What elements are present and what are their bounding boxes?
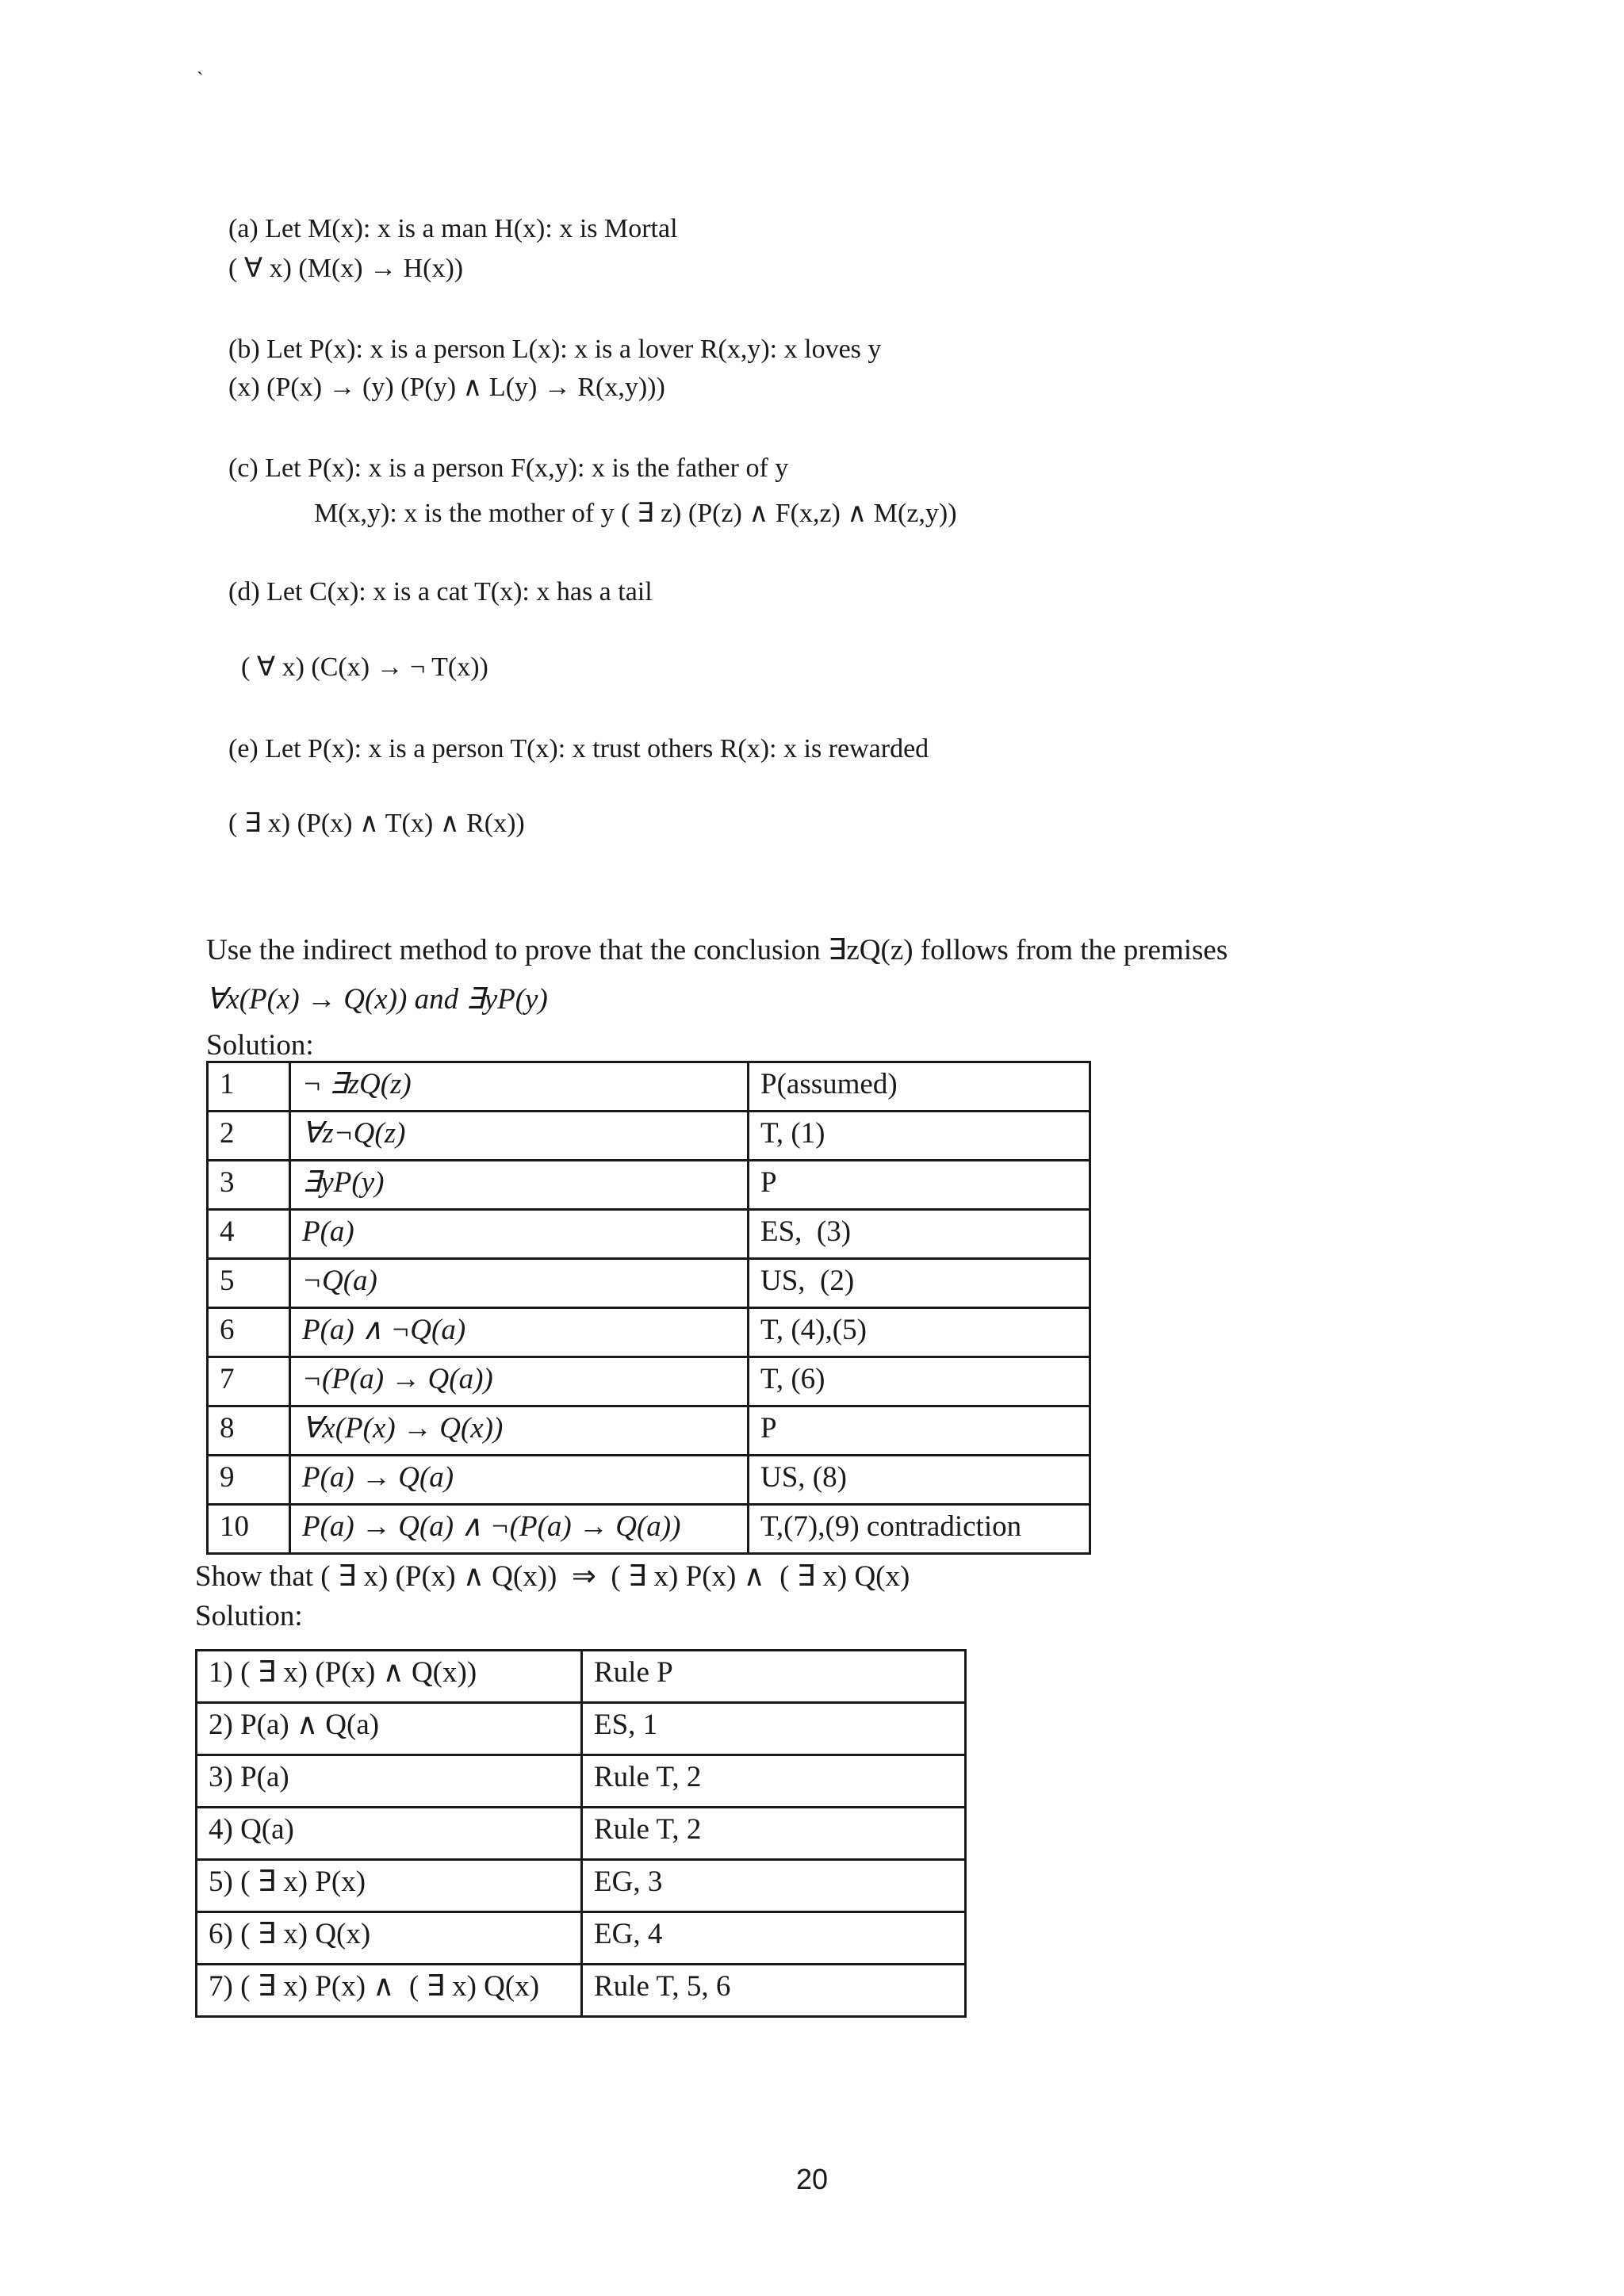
table-row [208,1161,1090,1210]
step-reason: T,(7),(9) contradiction [749,1505,1090,1554]
part-d-label: (d) Let C(x): x is a cat T(x): x has a tail [228,577,653,607]
step-number: 6 [208,1308,290,1357]
part-a-formula: ( ∀ x) (M(x) → H(x)) [228,254,464,283]
table-row [208,1308,1090,1357]
step-reason: US, (2) [749,1259,1090,1308]
step-formula: 7) ( ∃ x) P(x) ∧ ( ∃ x) Q(x) [197,1965,582,2017]
table-row [208,1505,1090,1554]
step-formula: 2) P(a) ∧ Q(a) [197,1703,582,1755]
part-e-label: (e) Let P(x): x is a person T(x): x trust others R(x): x is rewarded [228,734,929,763]
problem1-statement-line2: ∀x(P(x) → Q(x)) and ∃yP(y) [206,983,548,1016]
step-formula: 3) P(a) [197,1755,582,1808]
table-row [208,1112,1090,1161]
table-row [197,1912,966,1965]
step-reason: ES, (3) [749,1210,1090,1259]
table-row [208,1062,1090,1112]
step-formula: P(a) → Q(a) [290,1456,749,1505]
step-reason: Rule T, 2 [582,1808,966,1860]
step-formula: P(a) → Q(a) ∧ ¬(P(a) → Q(a)) [290,1505,749,1554]
step-formula: 5) ( ∃ x) P(x) [197,1860,582,1912]
step-reason: Rule P [582,1651,966,1703]
table-row [197,1860,966,1912]
step-number: 2 [208,1112,290,1161]
table-row [197,1808,966,1860]
step-reason: Rule T, 5, 6 [582,1965,966,2017]
part-c-formula: M(x,y): x is the mother of y ( ∃ z) (P(z) ∧ F(x,z) ∧ M(z,y)) [314,499,957,528]
table-row [197,1755,966,1808]
part-d-formula: ( ∀ x) (C(x) → ¬ T(x)) [241,652,488,682]
step-formula: ¬(P(a) → Q(a)) [290,1357,749,1406]
step-formula: 4) Q(a) [197,1808,582,1860]
step-formula: 6) ( ∃ x) Q(x) [197,1912,582,1965]
step-formula: ∀z¬Q(z) [290,1112,749,1161]
table-row [197,1965,966,2017]
part-a-label: (a) Let M(x): x is a man H(x): x is Mortal [228,214,678,243]
step-reason: P [749,1406,1090,1456]
part-b-formula: (x) (P(x) → (y) (P(y) ∧ L(y) → R(x,y))) [228,373,665,402]
step-formula: ∀x(P(x) → Q(x)) [290,1406,749,1456]
table-row [208,1406,1090,1456]
step-reason: T, (4),(5) [749,1308,1090,1357]
indirect-proof-table [206,1061,1091,1555]
table-row [208,1357,1090,1406]
step-reason: Rule T, 2 [582,1755,966,1808]
problem1-statement-line1: Use the indirect method to prove that the conclusion ∃zQ(z) follows from the premises [206,934,1228,966]
step-number: 5 [208,1259,290,1308]
problem1-solution-label: Solution: [206,1029,314,1062]
step-number: 8 [208,1406,290,1456]
table-row [208,1456,1090,1505]
table-row [208,1210,1090,1259]
part-e-formula: ( ∃ x) (P(x) ∧ T(x) ∧ R(x)) [228,809,525,838]
step-reason: T, (1) [749,1112,1090,1161]
step-reason: P(assumed) [749,1062,1090,1112]
step-number: 9 [208,1456,290,1505]
derivation-table [195,1649,967,2018]
step-formula: P(a) [290,1210,749,1259]
step-formula: ¬Q(a) [290,1259,749,1308]
problem2-statement: Show that ( ∃ x) (P(x) ∧ Q(x)) ⇒ ( ∃ x) P(x) ∧ ( ∃ x) Q(x) [195,1560,910,1593]
stray-mark: ` [197,68,204,91]
step-reason: EG, 3 [582,1860,966,1912]
step-number: 7 [208,1357,290,1406]
table-row [208,1259,1090,1308]
step-formula: P(a) ∧ ¬Q(a) [290,1308,749,1357]
step-number: 10 [208,1505,290,1554]
step-reason: P [749,1161,1090,1210]
step-number: 3 [208,1161,290,1210]
step-number: 4 [208,1210,290,1259]
table-row [197,1703,966,1755]
step-number: 1 [208,1062,290,1112]
part-c-label: (c) Let P(x): x is a person F(x,y): x is the father of y [228,453,789,483]
step-reason: US, (8) [749,1456,1090,1505]
problem2-solution-label: Solution: [195,1600,303,1632]
page-number: 20 [795,2163,829,2195]
step-reason: EG, 4 [582,1912,966,1965]
step-formula: ¬ ∃zQ(z) [290,1062,749,1112]
step-formula: ∃yP(y) [290,1161,749,1210]
part-b-label: (b) Let P(x): x is a person L(x): x is a lover R(x,y): x loves y [228,335,882,364]
table-row [197,1651,966,1703]
step-formula: 1) ( ∃ x) (P(x) ∧ Q(x)) [197,1651,582,1703]
step-reason: ES, 1 [582,1703,966,1755]
step-reason: T, (6) [749,1357,1090,1406]
